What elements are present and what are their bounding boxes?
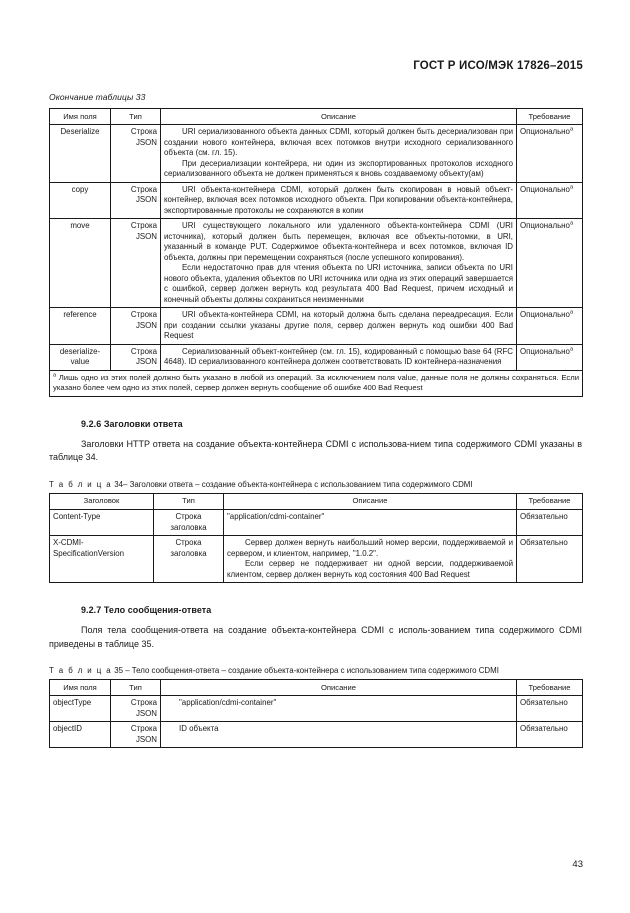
table-row [50,344,583,370]
description-paragraph: При десериализации контейрера, ни один из экспортированных протоколов исходного сериализованного объекта не должен применяться к вновь создаваемому объекту(ам) [164,158,513,179]
table-row [50,219,583,308]
table35-col-description: Описание [161,680,517,696]
table34-col-requirement: Требование [517,493,583,509]
document-header-standard-number: ГОСТ Р ИСО/МЭК 17826–2015 [413,60,583,72]
header-description [224,510,517,536]
table-row [50,510,583,536]
header-name: Content-Type [50,510,154,536]
description-paragraph: URI объекта-контейнера CDMI, который должен быть скопирован в новый объект-контейнер, включая всех потомков исходного объекта. При копировании объекта-контейнера, экспортированные протоколы не сохраняются в копии [164,184,513,215]
footnote-marker: a [569,309,574,316]
header-requirement: Обязательно [517,510,583,536]
table-row [50,182,583,219]
table-row [50,722,583,748]
field-type: Строка JSON [111,182,161,219]
table34-col-type: Тип [154,493,224,509]
requirement-text: Опционально [520,346,570,356]
description-paragraph: URI сериализованного объекта данных CDMI, который должен быть десериализован при создании нового контейнера, включая всех потомков внутри исходного сериализованного объекта (см. гл. 15). [164,127,513,158]
table33-footnote [50,370,583,396]
field-name: deserialize-value [50,344,111,370]
field-type: Строка JSON [111,219,161,308]
field-type: Строка JSON [111,344,161,370]
header-description [224,536,517,583]
table34-header-row [50,493,583,509]
requirement-text: Опционально [520,310,570,320]
footnote-marker: a [569,220,574,227]
field-name: copy [50,182,111,219]
description-paragraph: Если сервер не поддерживает ни одной версии, поддерживаемой клиентом, сервер должен вернуть код состояния 400 Bad Request [227,559,513,579]
description-paragraph: "application/cdmi-container" [227,512,325,521]
footnote-marker: a [569,183,574,190]
header-name: X-CDMI-SpecificationVersion [50,536,154,583]
section-paragraph-927: Поля тела сообщения-ответа на создание объекта-контейнера CDMI с исполь-зованием типа содержимого CDMI приведены в таблице 35. [49,625,582,649]
footnote-marker: a [53,372,57,379]
description-paragraph: Сервер должен вернуть наибольший номер версии, поддерживаемой и сервером, и клиентом, например, "1.0.2". [227,538,513,558]
field-requirement [517,308,583,345]
field-name: reference [50,308,111,345]
description-paragraph: "application/cdmi-container" [179,698,277,708]
table-caption-word: Т а б л и ц а [49,479,113,489]
table33-footnote-row [50,370,583,396]
footnote-text: Лишь одно из этих полей должно быть указано в любой из операций. За исключением поля value, данные поля не должны сохраняться. Если указано более чем одно из этих полей, сервер должен вернуть сообщение об ошибке 400 Bad Request [53,372,579,393]
field-requirement: Обязательно [517,696,583,722]
section-paragraph-926: Заголовки HTTP ответа на создание объекта-контейнера CDMI с использова-нием типа содержимого CDMI указаны в таблице 34. [49,438,582,463]
field-name: move [50,219,111,308]
footnote-marker: a [569,345,574,352]
field-description [161,182,517,219]
table-caption-word: Т а б л и ц а [49,666,113,675]
table33-col-requirement: Требование [517,109,583,125]
table-row [50,308,583,345]
requirement-text: Опционально [520,221,570,231]
description-paragraph: ID объекта [179,724,219,734]
table33-continuation-label: Окончание таблицы 33 [49,92,146,102]
page-content [49,92,582,748]
field-name: objectID [50,722,111,748]
field-description [161,125,517,183]
table33-col-type: Тип [111,109,161,125]
table-caption-rest: 34– Заголовки ответа – создание объекта-контейнера с использованием типа содержимого CDMI [114,479,473,489]
field-requirement [517,125,583,183]
table-row [50,125,583,183]
header-requirement: Обязательно [517,536,583,583]
field-requirement [517,219,583,308]
field-requirement: Обязательно [517,722,583,748]
table33-col-name: Имя поля [50,109,111,125]
table35 [49,679,583,748]
section-heading-927: 9.2.7 Тело сообщения-ответа [81,605,212,615]
description-paragraph: Сериализованный объект-контейнер (см. гл. 15), кодированный с помощью base 64 (RFC 4648). ID сериализованного контейнера должен соответствовать ID контейнера-назначения [164,346,513,367]
field-type: Строка JSON [111,696,161,722]
table34 [49,493,583,583]
field-description [161,696,517,722]
table34-caption [49,479,582,490]
field-requirement [517,182,583,219]
description-paragraph: Если недостаточно прав для чтения объекта по URI источника, записи объекта по URI нового объекта, удаления объектов по URI источника или одна из этих операций завершается с ошибкой, сервер должен вернуть код результата 400 Bad Request, причем исходный и конечный объекты должны сохраниться неизменными [164,263,513,304]
footnote-marker: a [569,126,574,133]
table33-header-row [50,109,583,125]
table35-col-requirement: Требование [517,680,583,696]
field-name: objectType [50,696,111,722]
header-type: Строка заголовка [154,510,224,536]
description-paragraph: URI объекта-контейнера CDMI, на который должна быть сделана переадресация. Если при создании ссылки указаны другие поля, сервер должен вернуть код ошибки 400 Bad Request [164,310,513,341]
field-name: Deserialize [50,125,111,183]
table-caption-rest: 35 – Тело сообщения-ответа – создание объекта-контейнера с использованием типа содержимого CDMI [114,666,499,675]
field-type: Строка JSON [111,308,161,345]
field-description [161,722,517,748]
requirement-text: Опционально [520,184,570,194]
table34-col-header: Заголовок [50,493,154,509]
field-description [161,344,517,370]
page-number: 43 [572,859,583,870]
section-heading-926: 9.2.6 Заголовки ответа [81,418,183,429]
table35-col-type: Тип [111,680,161,696]
field-type: Строка JSON [111,125,161,183]
table-row [50,696,583,722]
field-description [161,219,517,308]
table35-col-name: Имя поля [50,680,111,696]
table35-header-row [50,680,583,696]
header-type: Строка заголовка [154,536,224,583]
table-row [50,536,583,583]
field-requirement [517,344,583,370]
table33 [49,108,583,397]
table35-caption [49,665,582,676]
description-paragraph: URI существующего локального или удаленного объекта-контейнера CDMI (URI источника), который должен быть перемещен, включая все объекты-потомки, в URI, указанный в команде PUT. Содержимое объекта-контейнера и всех потомков, включая ID объекта, должны при перемещении сохраняться (после успешного копирования). [164,221,513,262]
requirement-text: Опционально [520,127,570,137]
table33-col-description: Описание [161,109,517,125]
field-type: Строка JSON [111,722,161,748]
table34-col-description: Описание [224,493,517,509]
field-description [161,308,517,345]
